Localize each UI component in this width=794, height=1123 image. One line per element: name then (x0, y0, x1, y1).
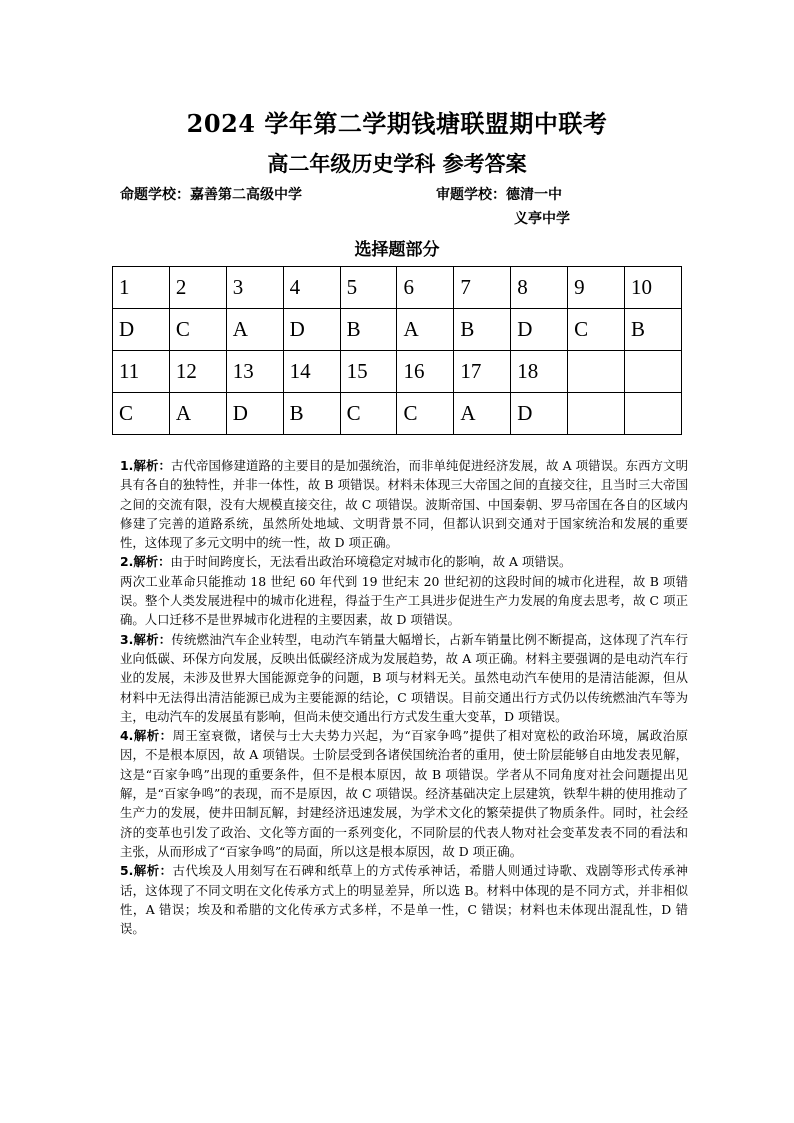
explanation-label: 4.解析： (120, 728, 173, 744)
table-cell: D (226, 393, 283, 435)
table-cell: B (340, 309, 397, 351)
table-row (113, 267, 682, 309)
explanation-text: 传统燃油汽车企业转型，电动汽车销量大幅增长，占新车销量比例不断提高，这体现了汽车行业向低碳、环保方向发展，反映出低碳经济成为发展趋势，故 A 项正确。材料主要强调的是电动汽车行业的发展，未涉及世界大国能源竞争的问题，B 项与材料无关。虽然电动汽车使用的是清洁能源，但从材料中无法得出清洁能源已成为主要能源的结论，C 项错误。目前交通出行方式仍以传统燃油汽车等为主，电动汽车的发展虽有影响，但尚未使交通出行方式发生重大变革，D 项错误。 (120, 631, 688, 724)
table-cell: A (397, 309, 454, 351)
table-cell: 6 (397, 267, 454, 309)
table-cell: C (568, 309, 625, 351)
table-cell: C (340, 393, 397, 435)
reviewer-school-1: 审题学校：德清一中 (436, 187, 562, 203)
table-cell: A (454, 393, 511, 435)
table-cell: 11 (113, 351, 170, 393)
table-cell: 8 (511, 267, 568, 309)
reviewer-schools (436, 184, 570, 228)
table-cell: 15 (340, 351, 397, 393)
table-cell: A (169, 393, 226, 435)
table-cell (625, 393, 682, 435)
table-cell: B (625, 309, 682, 351)
table-cell: 16 (397, 351, 454, 393)
table-row (113, 393, 682, 435)
explanation-2-continued (120, 572, 688, 630)
table-cell: A (226, 309, 283, 351)
table-cell: D (283, 309, 340, 351)
table-cell: B (454, 309, 511, 351)
explanation-label: 5.解析： (120, 863, 173, 879)
page-subtitle: 高二年级历史学科 参考答案 (267, 151, 527, 176)
table-cell (625, 351, 682, 393)
table-cell: 13 (226, 351, 283, 393)
section-heading: 选择题部分 (354, 240, 440, 260)
table-cell: B (283, 393, 340, 435)
table-cell (568, 351, 625, 393)
table-cell: 12 (169, 351, 226, 393)
table-cell: 1 (113, 267, 170, 309)
table-cell: 9 (568, 267, 625, 309)
table-cell: 17 (454, 351, 511, 393)
explanation-label: 1.解析： (120, 458, 171, 473)
explanation-label: 2.解析： (120, 554, 171, 570)
answer-table (112, 266, 682, 435)
table-cell: 3 (226, 267, 283, 309)
explanation-2 (120, 552, 688, 571)
page-title: 2024 学年第二学期钱塘联盟期中联考 (186, 109, 608, 138)
table-cell (568, 393, 625, 435)
explanation-label: 3.解析： (120, 631, 172, 647)
table-cell: 2 (169, 267, 226, 309)
table-row (113, 351, 682, 393)
table-cell: D (511, 309, 568, 351)
explanation-text: 两次工业革命只能推动 18 世纪 60 年代到 19 世纪末 20 世纪初的这段时间的城市化进程，故 B 项错误。整个人类发展进程中的城市化进程，得益于生产工具进步促进生产力发展的角度去思考，故 C 项正确。人口迁移不是世界城市化进程的主要因素，故 D 项错误。 (120, 573, 688, 628)
explanation-text: 周王室衰微，诸侯与士大夫势力兴起，为“百家争鸣”提供了相对宽松的政治环境，属政治原因，不是根本原因，故 A 项错误。士阶层受到各诸侯国统治者的重用，使士阶层能够自由地发表见解，这是“百家争鸣”出现的重要条件，但不是根本原因，故 B 项错误。学者从不同角度对社会问题提出见解，是“百家争鸣”的表现，而不是原因，故 C 项错误。经济基础决定上层建筑，铁犁牛耕的使用推动了生产力的发展，使井田制瓦解，封建经济迅速发展，为学术文化的繁荣提供了物质条件。同时，社会经济的变革也引发了政治、文化等方面的一系列变化，不同阶层的代表人物对社会变革发表不同的看法和主张，从而形成了“百家争鸣”的局面，所以这是根本原因，故 D 项正确。 (120, 728, 688, 859)
table-cell: 10 (625, 267, 682, 309)
explanation-text: 古代帝国修建道路的主要目的是加强统治，而非单纯促进经济发展，故 A 项错误。东西方文明具有各自的独特性，并非一体性，故 B 项错误。材料未体现三大帝国之间的直接交往，且当时三大帝国之间的交流有限，没有大规模直接交往，故 C 项错误。波斯帝国、中国秦朝、罗马帝国在各自的区域内修建了完善的道路系统，虽然所处地域、文明背景不同，但都认识到交通对于国家统治和发展的重要性，这体现了多元文明中的统一性，故 D 项正确。 (120, 458, 688, 551)
table-cell: C (113, 393, 170, 435)
table-cell: 7 (454, 267, 511, 309)
table-cell: 18 (511, 351, 568, 393)
explanation-4 (120, 726, 688, 861)
explanation-5 (120, 861, 688, 938)
explanation-3 (120, 630, 688, 726)
table-row (113, 309, 682, 351)
explanations (120, 456, 688, 938)
table-cell: 4 (283, 267, 340, 309)
setter-school: 命题学校：嘉善第二高级中学 (120, 187, 302, 203)
table-cell: 5 (340, 267, 397, 309)
table-cell: 14 (283, 351, 340, 393)
reviewer-school-2: 义亭中学 (514, 211, 570, 227)
table-cell: D (113, 309, 170, 351)
table-cell: D (511, 393, 568, 435)
table-cell: C (169, 309, 226, 351)
explanation-text: 古代埃及人用刻写在石碑和纸草上的方式传承神话，希腊人则通过诗歌、戏剧等形式传承神话，这体现了不同文明在文化传承方式上的明显差异，所以选 B。材料中体现的是不同方式，并非相似性，A 错误；埃及和希腊的文化传承方式多样，不是单一性，C 错误；材料也未体现出混乱性，D 错误。 (120, 863, 688, 937)
explanation-text: 由于时间跨度长，无法看出政治环境稳定对城市化的影响，故 A 项错误。 (170, 554, 572, 570)
table-cell: C (397, 393, 454, 435)
explanation-1 (120, 456, 688, 552)
